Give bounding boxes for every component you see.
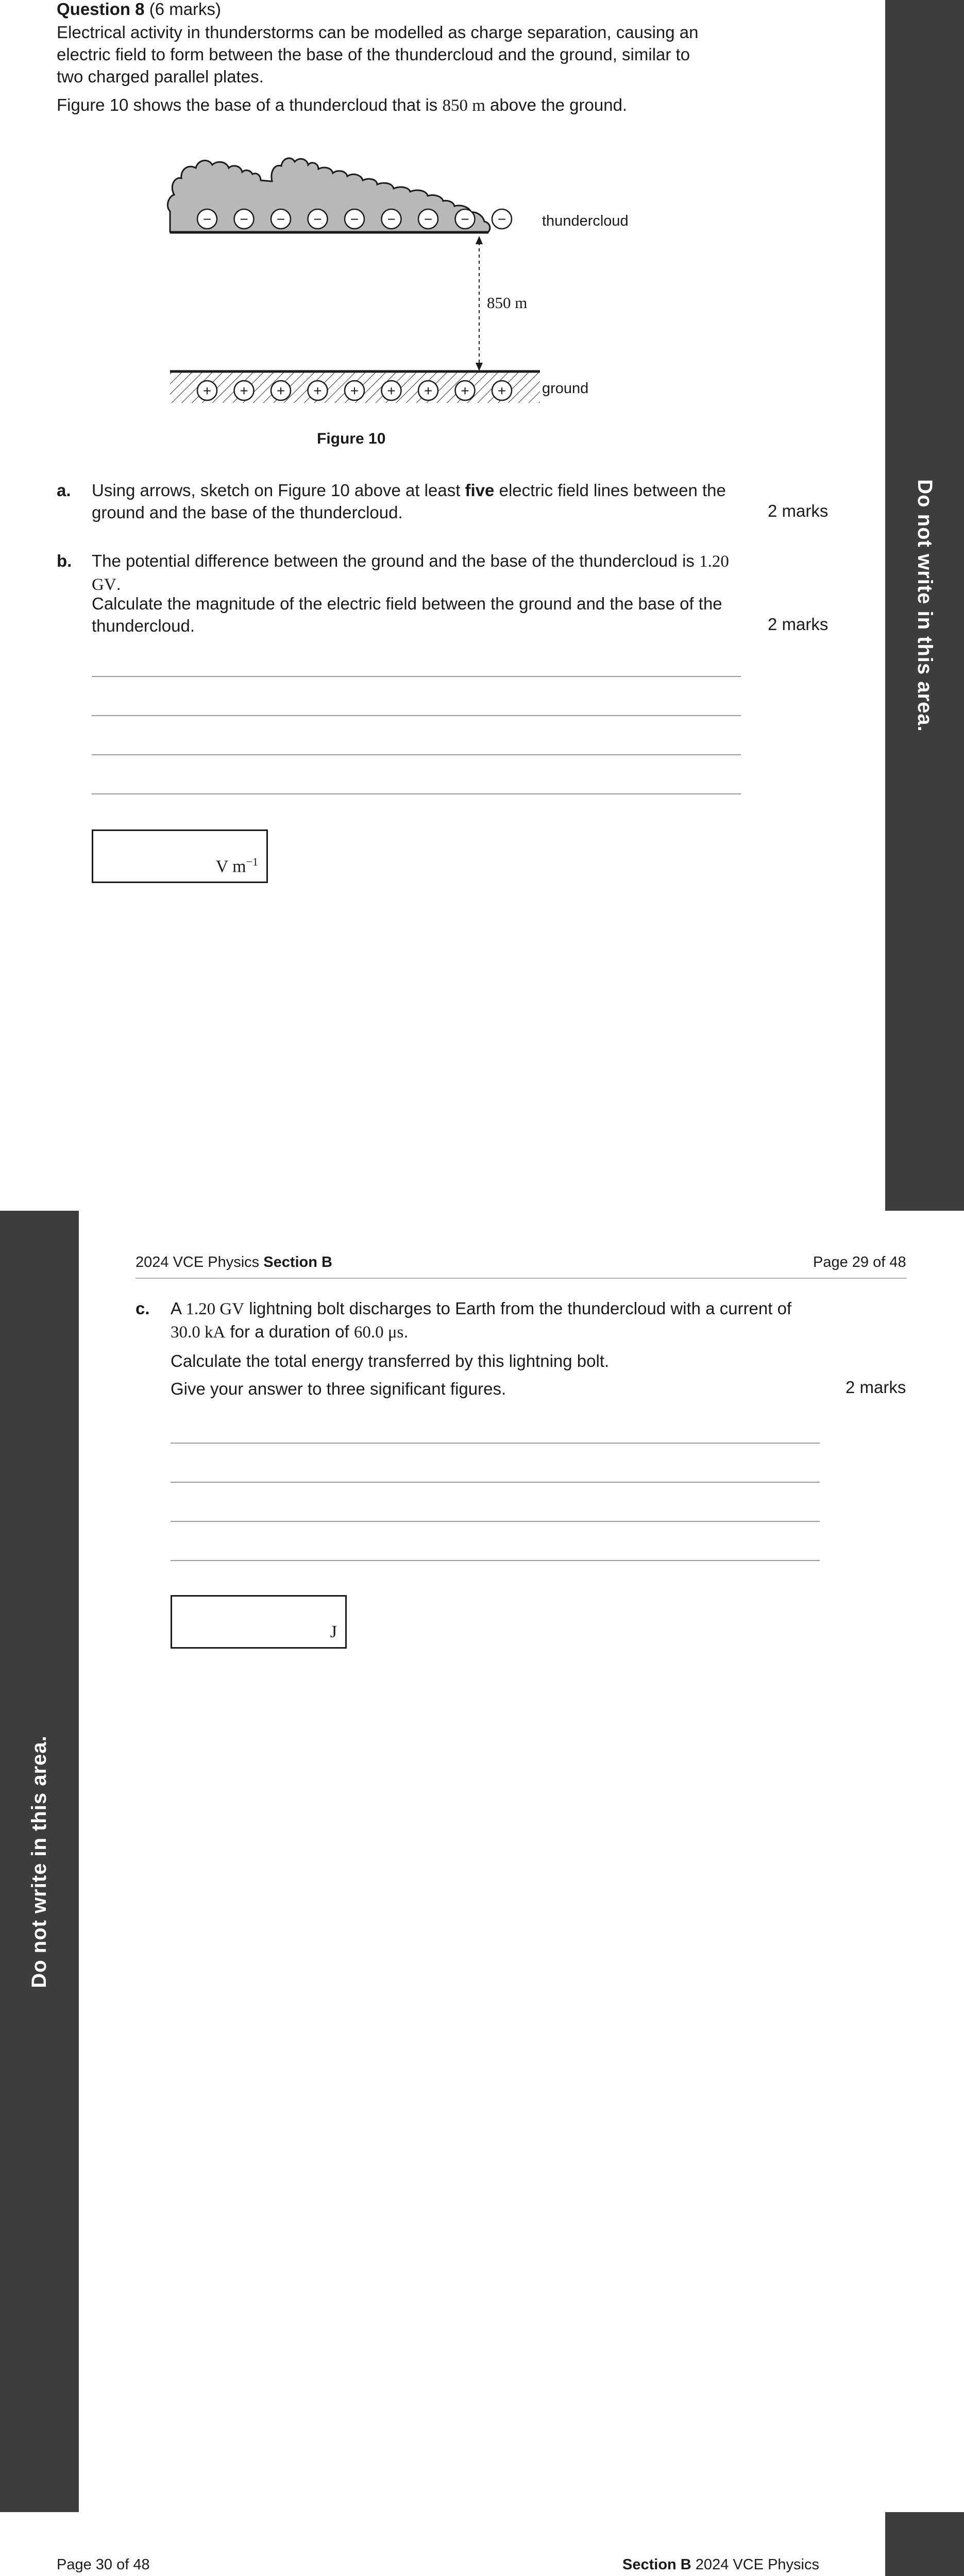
part-c-line1 (171, 1297, 820, 1344)
part-a-emphasis: five (465, 481, 495, 500)
part-c-text: . (403, 1322, 409, 1341)
part-b-line1 (92, 550, 731, 596)
page-header-left (136, 1254, 332, 1271)
page-number: Page 29 of 48 (813, 1254, 906, 1270)
part-b-unit (216, 855, 258, 876)
figure-intro (57, 94, 778, 117)
positive-charge-symbol: + (497, 383, 506, 399)
part-a-letter: a. (57, 481, 71, 500)
do-not-write-notice: Do not write in this area. (914, 479, 937, 732)
part-b-answer-box[interactable] (92, 829, 268, 883)
footer-section: Section B (622, 2556, 691, 2573)
positive-charge-symbol: + (461, 383, 469, 399)
arrowhead-up (476, 236, 483, 244)
distance-label: 850 m (487, 294, 528, 312)
negative-charge-symbol: − (276, 211, 285, 227)
part-a-marks: 2 marks (768, 501, 828, 520)
figure-caption: Figure 10 (317, 430, 386, 447)
do-not-write-notice: Do not write in this area. (28, 1735, 51, 1988)
answer-line[interactable] (171, 1482, 820, 1483)
figure-intro-height: 850 m (442, 96, 485, 115)
side-margin-bar-left (0, 1211, 79, 2512)
part-c-current: 30.0 kA (171, 1323, 226, 1342)
unit-exponent: −1 (246, 855, 258, 868)
header-exam: 2024 VCE Physics (136, 1254, 264, 1270)
part-c-text: lightning bolt discharges to Earth from the thundercloud with a current of (244, 1299, 792, 1318)
negative-charge-symbol: − (497, 211, 506, 227)
figure-10-diagram (155, 134, 659, 412)
answer-line[interactable] (171, 1521, 820, 1522)
negative-charge-symbol: − (202, 211, 212, 227)
positive-charge-symbol: + (313, 383, 322, 399)
positive-charge-symbol: + (350, 383, 359, 399)
positive-charge-symbol: + (240, 383, 248, 399)
part-c-text: A (171, 1299, 186, 1318)
answer-line[interactable] (92, 715, 741, 716)
part-b-line1-text: The potential difference between the ground and the base of the thundercloud is (92, 551, 700, 570)
part-c-voltage: 1.20 GV (185, 1300, 245, 1318)
negative-charge-symbol: − (240, 211, 248, 227)
negative-charge-symbol: − (424, 211, 433, 227)
unit-base: V m (215, 857, 246, 876)
question-number: Question 8 (57, 0, 145, 19)
arrowhead-down (476, 363, 483, 371)
part-c-letter: c. (136, 1299, 150, 1318)
header-section: Section B (263, 1254, 332, 1270)
part-a-text (92, 479, 741, 523)
answer-line[interactable] (171, 1443, 820, 1444)
part-c-text: for a duration of (225, 1322, 354, 1341)
part-c-line2: Calculate the total energy transferred by this lightning bolt. (171, 1351, 610, 1370)
part-b-marks: 2 marks (768, 615, 828, 634)
part-c-unit: J (330, 1622, 337, 1641)
positive-charge-symbol: + (202, 383, 212, 399)
negative-charge-symbol: − (350, 211, 359, 227)
negative-charge-symbol: − (387, 211, 396, 227)
footer-exam: 2024 VCE Physics (691, 2556, 819, 2573)
positive-charge-symbol: + (424, 383, 433, 399)
answer-line[interactable] (92, 754, 741, 755)
part-b-voltage: 1.20 GV (92, 552, 729, 594)
ground-label: ground (542, 380, 589, 397)
part-c-line3: Give your answer to three significant figures. (171, 1379, 506, 1398)
positive-charge-symbol: + (276, 383, 285, 399)
side-margin-bar-right (885, 2512, 964, 2576)
question-marks: (6 marks) (149, 0, 222, 19)
part-c-marks: 2 marks (845, 1378, 906, 1397)
question-intro: Electrical activity in thunderstorms can be modelled as charge separation, causing an electric field to form between the base of the thundercloud and the ground, similar to two charged parallel plates. (57, 23, 699, 86)
answer-line[interactable] (92, 676, 741, 677)
header-rule (136, 1278, 907, 1279)
part-b-line1-end: . (116, 574, 121, 594)
figure-intro-end: above the ground. (485, 95, 628, 114)
part-c-answer-box[interactable] (171, 1595, 347, 1649)
page-footer-right (622, 2556, 819, 2573)
question-heading (57, 0, 221, 20)
part-b-letter: b. (57, 551, 72, 570)
part-a-text-start: Using arrows, sketch on Figure 10 above at least (92, 481, 465, 500)
negative-charge-symbol: − (461, 211, 469, 227)
answer-line[interactable] (171, 1560, 820, 1561)
thundercloud-label: thundercloud (542, 213, 629, 229)
part-c-duration: 60.0 μs (353, 1323, 404, 1342)
part-b-line2: Calculate the magnitude of the electric field between the ground and the base of the thundercloud. (92, 594, 722, 635)
negative-charge-symbol: − (313, 211, 322, 227)
part-a-text-end: electric field lines between the ground and the base of the thundercloud. (92, 481, 726, 522)
positive-charge-symbol: + (387, 383, 396, 399)
answer-line[interactable] (92, 793, 741, 794)
page-number: Page 30 of 48 (57, 2556, 150, 2573)
figure-intro-text: Figure 10 shows the base of a thundercloud that is (57, 95, 443, 114)
negative-charges (197, 209, 512, 229)
positive-charges (197, 381, 512, 400)
side-margin-bar-right (885, 0, 964, 1211)
